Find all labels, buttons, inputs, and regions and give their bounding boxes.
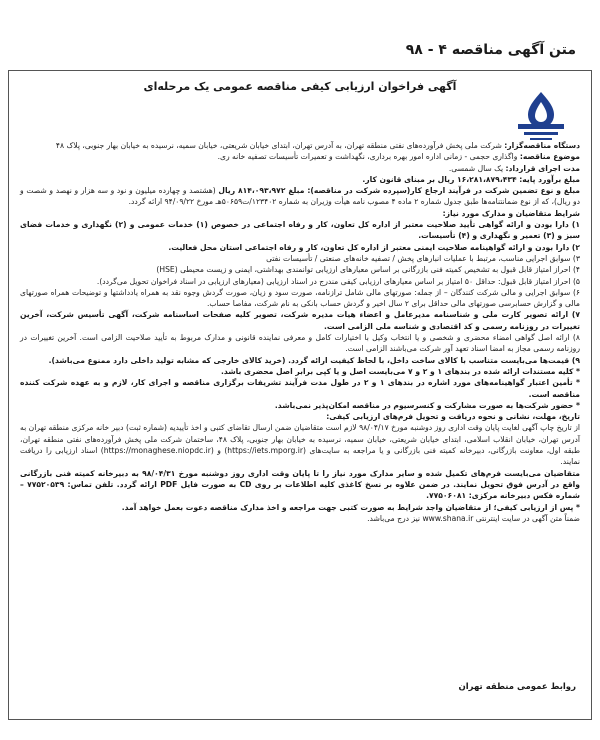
guarantee-paragraph [20, 185, 580, 208]
condition-item-3: ۳) سوابق اجرایی مناسب، مرتبط با عملیات انبارهای پخش / تصفیه خانه‌های صنعتی / تأسیسات نفتی [266, 253, 580, 263]
subject-paragraph [20, 151, 580, 162]
duration-paragraph [20, 163, 580, 174]
guarantee-amount: مبلغ ۸۱۴،۰۹۳،۹۷۲ ریال [218, 186, 308, 196]
condition-item-1: ۱) دارا بودن و ارائه گواهی تأیید صلاحیت معتبر از اداره کل تعاون، کار و رفاه اجتماعی در خصوص (۱) خدمات عمومی و (۲) نگهداری و خدمات فضای سبز و (۳) تعمیر و نگهداری و (۴) تأسیسات. [20, 220, 581, 241]
condition-item-4: ۴) احراز امتیاز قابل قبول به تشخیص کمیته فنی بازرگانی بر اساس معیارهای ارزیابی توانمندی بهداشتی، ایمنی و زیست محیطی (HSE) [156, 265, 580, 275]
notice-heading: آگهی فراخوان ارزیابی کیفی مناقصه عمومی یک مرحله‌ای [143, 80, 457, 93]
logo-emblem-icon [510, 88, 572, 146]
duration-label: مدت اجرای قرارداد: [505, 163, 580, 173]
company-logo [510, 88, 572, 146]
note-3: * حضور شرکت‌ها به صورت مشارکت و کنسرسیوم در مناقصه امکان‌پذیر نمی‌باشد. [274, 400, 580, 410]
signature: روابط عمومی منطقه تهران [458, 682, 576, 692]
organizer-paragraph [20, 140, 580, 151]
condition-item-9: ۹) قیمت‌ها می‌بایست متناسب با کالای ساخت داخل، با لحاظ کیفیت ارائه گردد. (خرید کالای خارجی که مشابه تولید داخلی دارد ممنوع می‌باشد). [48, 355, 580, 365]
note-1: * کلیه مستندات ارائه شده در بندهای ۱ و ۲ و ۷ می‌بایست اصل و یا کپی برابر اصل محضری باشد. [220, 366, 580, 376]
organizer-text: شرکت ملی پخش فرآورده‌های نفتی منطقه تهران، به آدرس تهران، ابتدای خیابان شریعتی، خیابان سمیه، نرسیده به خیابان بهار جنوبی، پلاک ۴۸ [55, 141, 505, 150]
delivery-text: از تاریخ چاپ آگهی لغایت پایان وقت اداری روز دوشنبه مورخ ۹۸/۰۴/۱۷ لازم است متقاضیان ضمن ارسال تقاضای کتبی و اخذ تأییدیه (شماره ثبت) دبیر خانه مرکزی منطقه تهران به آدرس تهران، خیابان انقلاب اسلامی، ابتدای خیابان شریعتی، خیابان سمیه، نرسیده به خیابان بهار جنوبی، پلاک ۴۸، ساختمان شرکت ملی پخش فرآورده‌های نفتی منطقه تهران، طبقه اول، معاونت بازرگانی، دبیرخانه کمیته فنی بازرگانی و یا مراجعه به سایت‌های (https://iets.mporg.ir) و (https://monaghese.niopdc.ir) اسناد ارزیابی را دریافت نمایند. [20, 423, 581, 467]
organizer-label: دستگاه مناقصه‌گزار: [504, 141, 580, 150]
delivery-heading: تاریخ، مهلت، نشانی و نحوه دریافت و تحویل فرم‌های ارزیابی کیفی: [326, 412, 580, 422]
guarantee-label: مبلغ و نوع تضمین شرکت در فرآیند ارجاع کار(سپرده شرکت در مناقصه): [307, 186, 580, 196]
condition-item-7: ۷) ارائه تصویر کارت ملی و شناسنامه مدیرعامل و اعضاء هیات مدیره شرکت، تصویر کلیه صفحات اساسنامه شرکت، آگهی تأسیس شرکت، آخرین تغییرات در روزنامه رسمی و کد اقتصادی و شناسه ملی الزامی است. [20, 310, 580, 331]
note-2: * تأمین اعتبار گواهینامه‌های مورد اشاره در بندهای ۱ و ۲ در طول مدت فرآیند تشریفات برگزاری مناقصه و اجرای کار، لازم و به عهده شرکت کننده مناقصه است. [20, 378, 580, 399]
submit-text: متقاضیان می‌بایست فرم‌های تکمیل شده و سایر مدارک مورد نیاز را تا پایان وقت اداری روز دوشنبه مورخ ۹۸/۰۴/۳۱ به دبیرخانه کمیته فنی بازرگانی واقع در آدرس فوق تحویل نمایند. در ضمن علاوه بر نسخ کاغذی کلیه اطلاعات بر روی CD به صورت فایل PDF ارائه گردد. تلفن تماس: ۷۷۵۲۰۵۳۹ – شماره فکس دبیرخانه مرکزی: ۷۷۵۰۶۰۸۱. [20, 468, 581, 501]
estimate-paragraph: مبلغ برآورد پایه: ۱۶،۲۸۱،۸۷۹،۴۳۴ ریال بر مبنای قانون کار. [362, 174, 580, 184]
notice-number-title: متن آگهی مناقصه ۴ - ۹۸ [405, 42, 576, 58]
subject-text: واگذاری حجمی - زمانی اداره امور بهره برداری، نگهداشت و تعمیرات تأسیسات تصفیه خانه ری. [217, 152, 520, 162]
guarantee-text: (هشتصد و چهارده میلیون و نود و سه هزار و نهصد و شصت و دو ریال)، که از نوع ضمانتنامه‌ها طبق جدول شماره ۲ ماده ۴ مصوب نامه هیأت وزیران به شماره ۱۲۳۴۰۲/ت۵۰۶۵۹هـ مورخ ۹۴/۰۹/۲۲ ارائه گردد. [20, 186, 580, 207]
site-text: ضمناً متن آگهی در سایت اینترنتی www.shana.ir نیز درج می‌باشد. [367, 513, 580, 523]
notice-body [20, 140, 580, 524]
after-evaluation-note: * پس از ارزیابی کیفی؛ از متقاضیان واجد شرایط به صورت کتبی جهت مراجعه و اخذ مدارک مناقصه دعوت بعمل خواهد آمد. [121, 502, 580, 512]
condition-item-5: ۵) احراز امتیاز قابل قبول: حداقل ۵۰ امتیاز بر اساس معیارهای ارزیابی کیفی مندرج در اسناد ارزیابی (معیارهای ارزیابی در اسناد فراخوان تحویل می‌گردد). [96, 276, 580, 286]
conditions-heading: شرایط متقاضیان و مدارک مورد نیاز: [442, 208, 580, 218]
duration-text: یک سال شمسی. [448, 163, 506, 173]
condition-item-2: ۲) دارا بودن و ارائه گواهینامه صلاحیت ایمنی معتبر از اداره کل تعاون، کار و رفاه اجتماعی استان محل فعالیت. [168, 242, 580, 252]
condition-item-6: ۶) سوابق اجرایی و مالی شرکت کنندگان – از جمله: صورتهای مالی شامل ترازنامه، صورت سود و زیان، صورت گردش وجوه نقد به همراه یادداشتها و توضیحات همراه صورتهای مالی و گزارش حسابرسی صورتهای مالی حداقل برای ۲ سال اخیر و گردش حساب بانکی به نام شرکت، مفاصا حساب. [20, 287, 580, 309]
subject-label: موضوع مناقصه: [519, 152, 580, 162]
condition-item-8: ۸) ارائه اصل گواهی امضاء محضری و شخصی و یا انتخاب وکیل با اختیارات کامل و معرفی نماینده قانونی و مدارک مربوط به تأیید صلاحیت الزامی است. آخرین تغییرات در روزنامه رسمی مجاز به امضا اسناد تعهد آور شرکت می‌باشند الزامی است. [20, 333, 580, 354]
